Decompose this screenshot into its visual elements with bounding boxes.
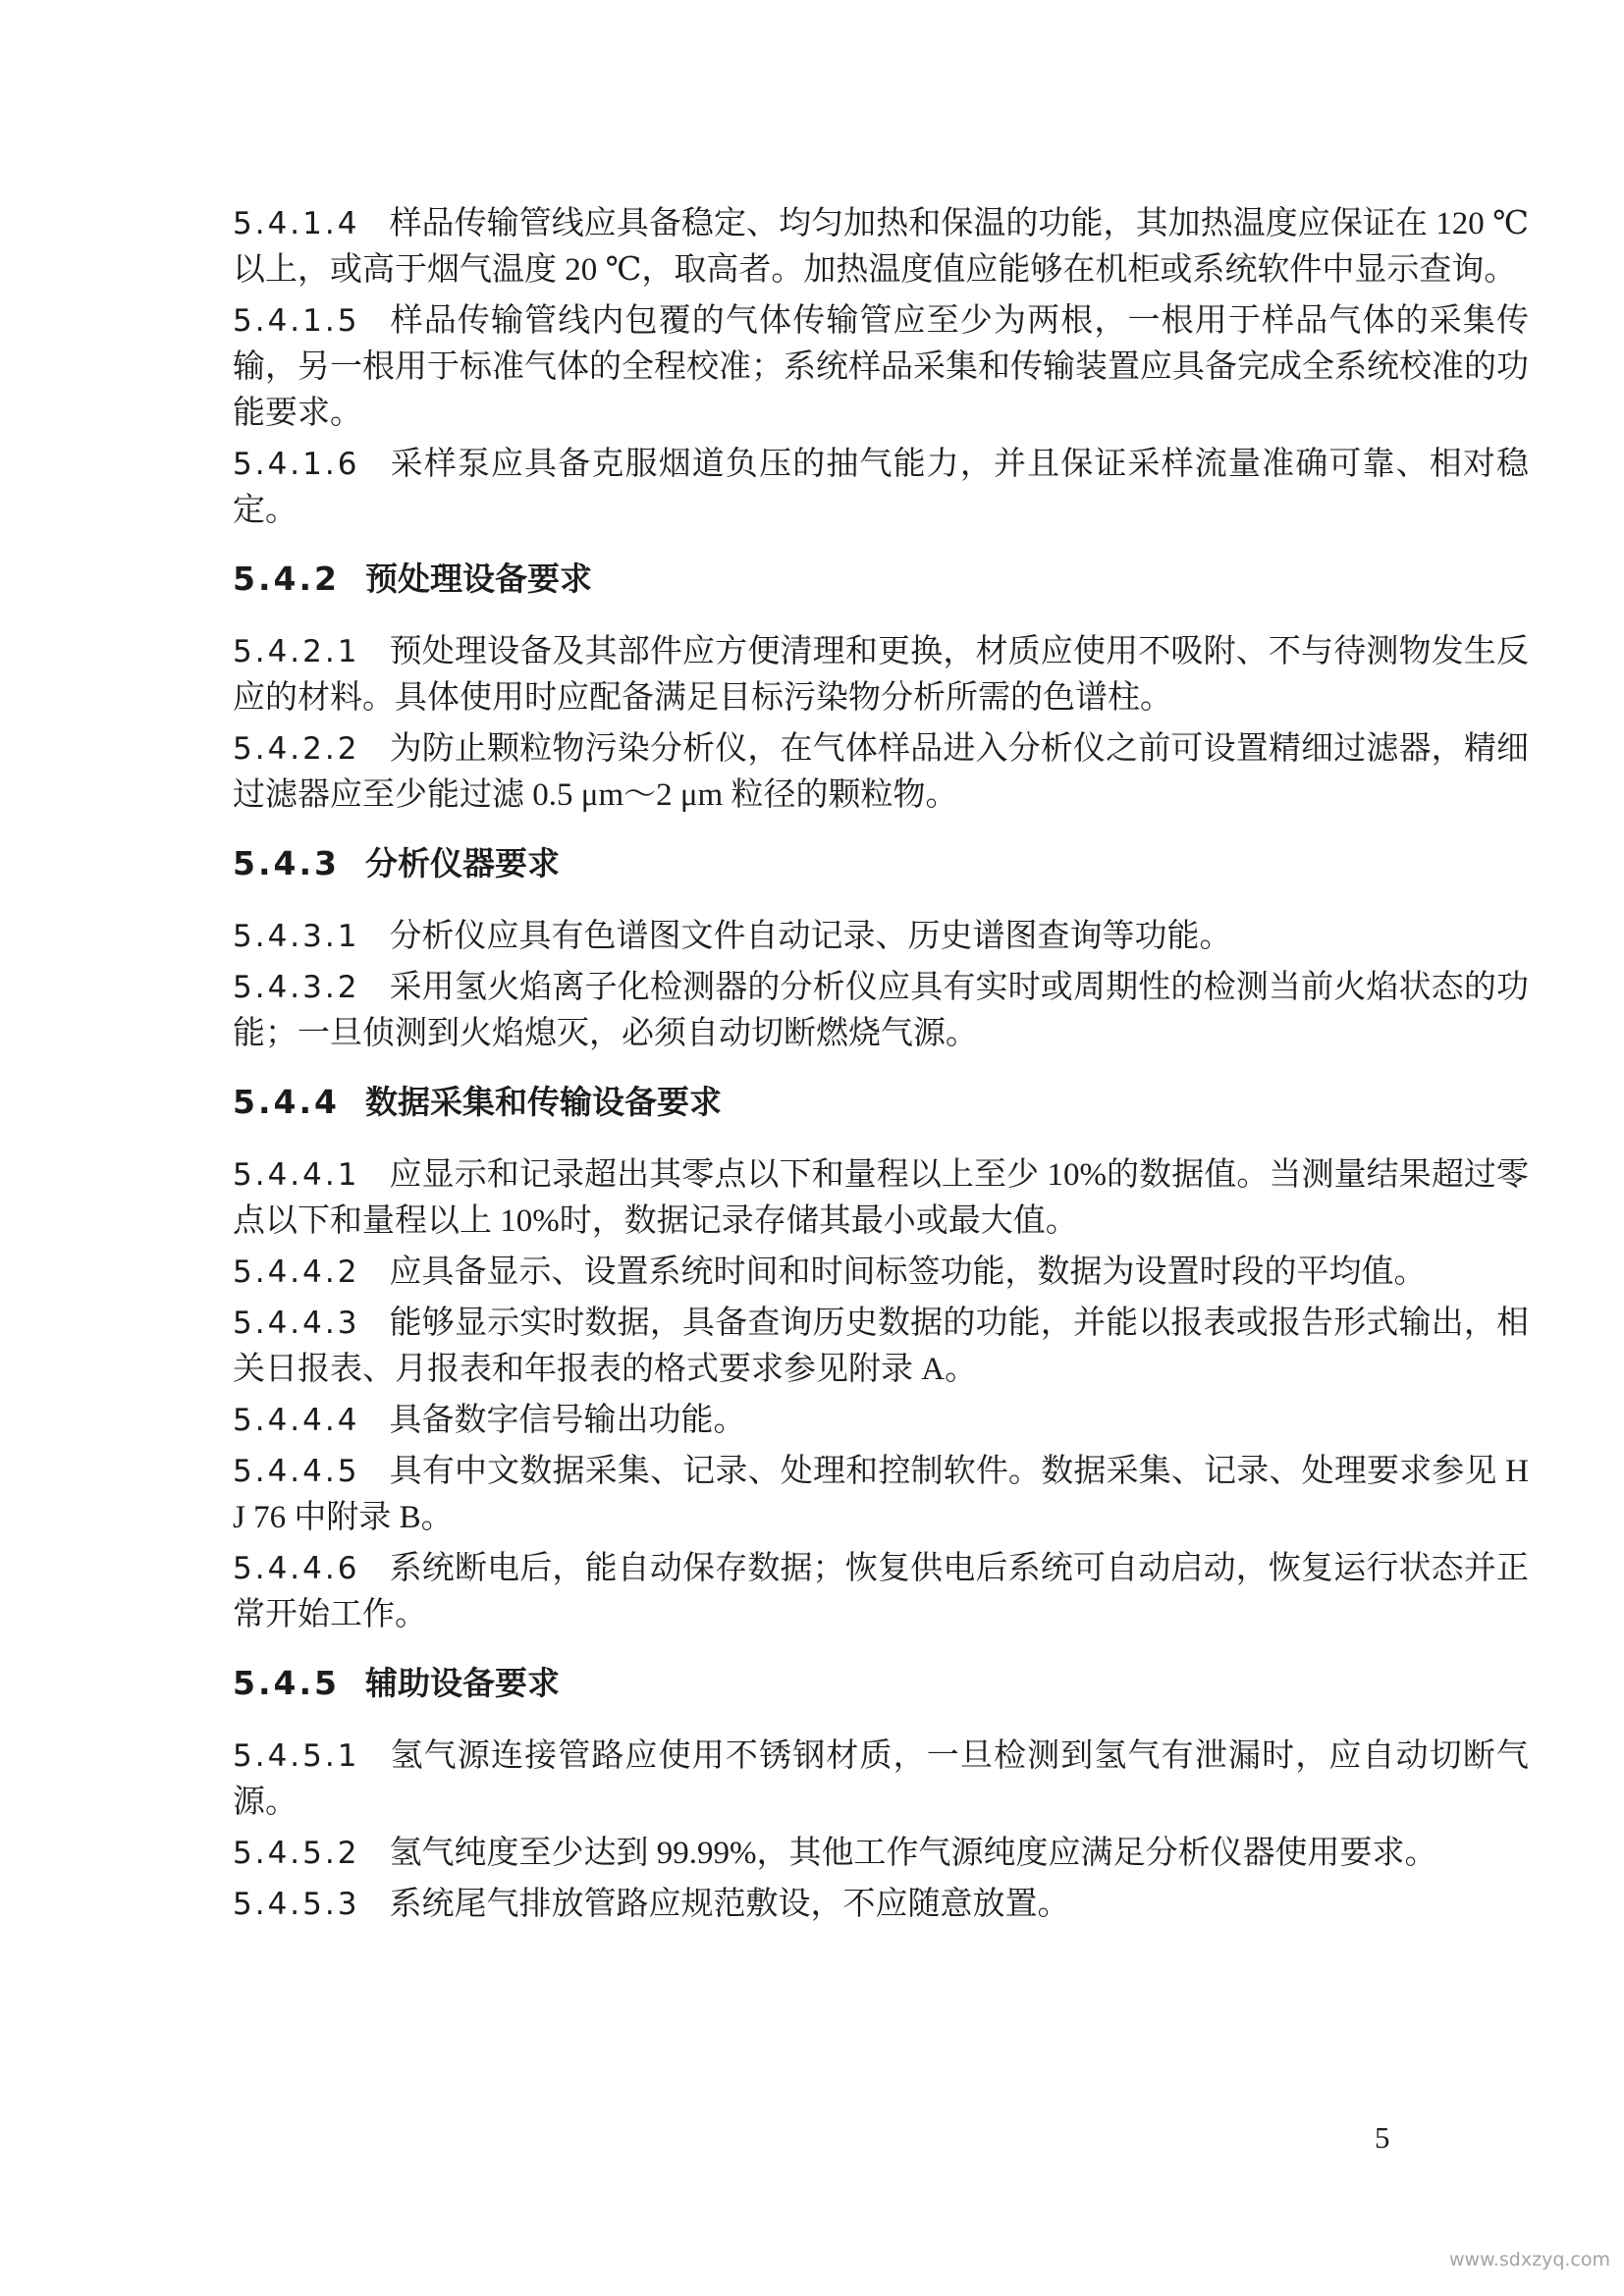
clause-5-4-5-3 [233,1882,1529,1928]
heading-number: 5.4.3 [233,844,340,882]
heading-title: 分析仪器要求 [364,844,560,882]
clause-5-4-4-3 [233,1301,1529,1393]
clause-5-4-2-2 [233,726,1529,819]
clause-text: 具备数字信号输出功能。 [389,1403,746,1438]
clause-text: 采用氢火焰离子化检测器的分析仪应具有实时或周期性的检测当前火焰状态的功能；一旦侦测到火焰熄灭，必须自动切断燃烧气源。 [233,970,1529,1051]
clause-number: 5.4.4.6 [233,1551,360,1586]
section-heading-5-4-5 [233,1660,1529,1706]
heading-title: 数据采集和传输设备要求 [364,1083,722,1121]
clause-number: 5.4.3.2 [233,970,360,1005]
clause-text: 样品传输管线应具备稳定、均匀加热和保温的功能，其加热温度应保证在 120 ℃ 以上，或高于烟气温度 20 ℃，取高者。加热温度值应能够在机柜或系统软件中显示查询。 [233,206,1529,288]
clause-number: 5.4.2.2 [233,731,360,767]
clause-5-4-2-1 [233,629,1529,721]
clause-5-4-1-5 [233,298,1529,437]
clause-text: 采样泵应具备克服烟道负压的抽气能力，并且保证采样流量准确可靠、相对稳定。 [233,447,1529,528]
clause-number: 5.4.4.4 [233,1403,360,1438]
clause-text: 应显示和记录超出其零点以下和量程以上至少 10%的数据值。当测量结果超过零点以下和量程以上 10%时，数据记录存储其最小或最大值。 [233,1157,1529,1239]
clause-5-4-4-1 [233,1152,1529,1245]
clause-5-4-1-4 [233,201,1529,294]
clause-number: 5.4.4.3 [233,1306,360,1341]
clause-5-4-3-1 [233,914,1529,960]
clause-text: 为防止颗粒物污染分析仪，在气体样品进入分析仪之前可设置精细过滤器，精细过滤器应至少能过滤 0.5 μm～2 μm 粒径的颗粒物。 [233,731,1529,813]
clause-number: 5.4.4.2 [233,1255,360,1290]
heading-title: 预处理设备要求 [364,560,592,598]
watermark-text: www.sdxzyq.com [1448,2249,1610,2270]
heading-title: 辅助设备要求 [364,1664,560,1702]
heading-number: 5.4.4 [233,1083,340,1121]
clause-number: 5.4.5.3 [233,1887,360,1922]
clause-number: 5.4.5.2 [233,1836,360,1871]
clause-5-4-4-2 [233,1250,1529,1296]
clause-text: 氢气纯度至少达到 99.99%，其他工作气源纯度应满足分析仪器使用要求。 [389,1836,1437,1871]
document-body [233,201,1529,1933]
clause-5-4-3-2 [233,965,1529,1057]
clause-number: 5.4.1.4 [233,206,360,241]
clause-5-4-4-4 [233,1398,1529,1444]
clause-text: 系统尾气排放管路应规范敷设，不应随意放置。 [389,1887,1070,1922]
clause-text: 应具备显示、设置系统时间和时间标签功能，数据为设置时段的平均值。 [389,1255,1427,1290]
clause-number: 5.4.3.1 [233,919,360,954]
clause-text: 具有中文数据采集、记录、处理和控制软件。数据采集、记录、处理要求参见 HJ 76 中附录 B。 [233,1454,1529,1535]
clause-text: 系统断电后，能自动保存数据；恢复供电后系统可自动启动，恢复运行状态并正常开始工作。 [233,1551,1529,1632]
clause-text: 分析仪应具有色谱图文件自动记录、历史谱图查询等功能。 [389,919,1232,954]
clause-number: 5.4.1.6 [233,447,360,482]
clause-text: 能够显示实时数据，具备查询历史数据的功能，并能以报表或报告形式输出，相关日报表、月报表和年报表的格式要求参见附录 A。 [233,1306,1529,1387]
clause-number: 5.4.2.1 [233,634,360,669]
heading-number: 5.4.2 [233,560,340,598]
clause-5-4-1-6 [233,442,1529,534]
clause-5-4-5-2 [233,1831,1529,1877]
clause-5-4-4-6 [233,1546,1529,1638]
clause-text: 样品传输管线内包覆的气体传输管应至少为两根，一根用于样品气体的采集传输，另一根用于标准气体的全程校准；系统样品采集和传输装置应具备完成全系统校准的功能要求。 [233,303,1529,431]
clause-number: 5.4.5.1 [233,1738,360,1774]
clause-number: 5.4.1.5 [233,303,360,339]
section-heading-5-4-3 [233,840,1529,886]
clause-5-4-4-5 [233,1449,1529,1541]
section-heading-5-4-2 [233,556,1529,602]
clause-5-4-5-1 [233,1734,1529,1826]
section-heading-5-4-4 [233,1079,1529,1125]
clause-number: 5.4.4.5 [233,1454,360,1489]
heading-number: 5.4.5 [233,1664,340,1702]
clause-text: 氢气源连接管路应使用不锈钢材质，一旦检测到氢气有泄漏时，应自动切断气源。 [233,1738,1529,1820]
clause-number: 5.4.4.1 [233,1157,360,1193]
clause-text: 预处理设备及其部件应方便清理和更换，材质应使用不吸附、不与待测物发生反应的材料。具体使用时应配备满足目标污染物分析所需的色谱柱。 [233,634,1529,716]
page-number: 5 [1375,2120,1390,2155]
